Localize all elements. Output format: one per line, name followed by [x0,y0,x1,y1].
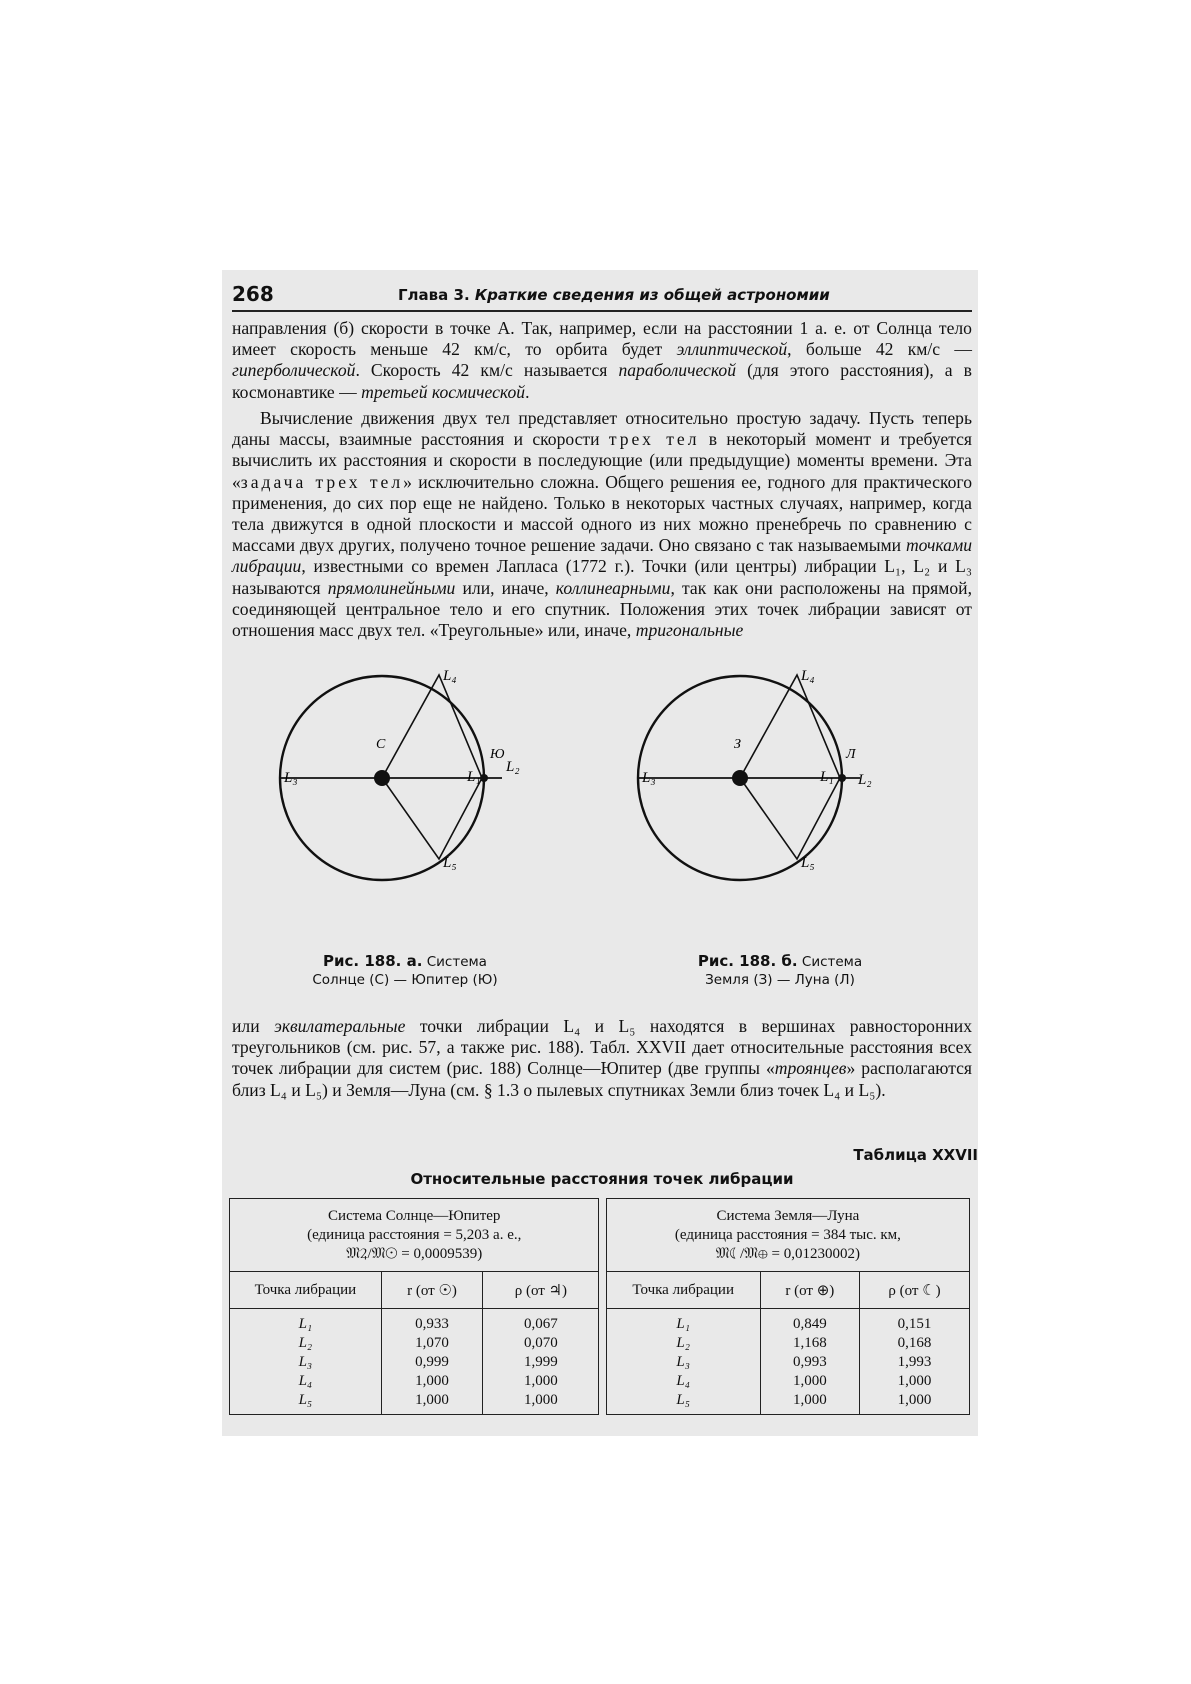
l2-label: L₂ [506,759,520,775]
text-run: (для этого расстояния), а в космонавтике — [232,360,972,402]
paragraph-text [232,408,972,641]
text-run: , [787,339,792,360]
value-cell: 1,000 [523,1373,558,1389]
emphasis: эквилатеральные [274,1016,406,1036]
text-run: от Солнца тело имеет скорость меньше 42 км/с, то орбита будет [232,318,972,360]
central-body [374,770,390,786]
emphasis: тригональные [635,620,744,641]
emphasis: прямолинейными [327,577,456,598]
caption-line-1: Система [801,954,863,970]
right-system-line: 𝔐☾/𝔐⊕ = 0,01230002) [715,1245,861,1262]
value-cell: 1,070 [415,1335,449,1351]
right-system-line: (единица расстояния = 384 тыс. км, [674,1226,901,1243]
paragraph-2 [232,408,972,641]
caption-188a [290,952,520,989]
planet-label: Ю [490,747,505,762]
text-run: . Скорость 42 км/с называется [355,360,619,381]
l1-label: L₁ [467,769,481,785]
text-run: , так как они расположены на прямой, соединяющей центральное тело и его спутник. Положения этих точек либрации зависят от отношения масс двух тел. «Треугольные» или, иначе, [232,577,972,641]
point-cell: L₂ [676,1335,690,1351]
l3-label: L₃ [284,770,298,786]
right-system-header [606,1199,969,1272]
value-cell: 1,000 [897,1373,932,1389]
value-cell: 0,168 [897,1335,932,1351]
points-column-right [606,1309,760,1415]
emphasis: параболической [618,360,737,381]
l4-label: L₄ [443,668,457,684]
l4-label: L₄ [801,668,815,684]
point-cell: L₅ [298,1392,313,1408]
table-label: Таблица XXVII [853,1146,978,1164]
point-cell: L₁ [298,1316,313,1332]
text-run: или [232,1016,275,1036]
figure-188a [262,658,524,898]
text-run: точки либрации L₄ и L₅ находятся в вершинах равносторонних треугольников (см. рис. 57, а также рис. 188). Табл. XXVII дает относительные расстояния всех точек либрации для систем (рис. 188) Солнце—Юпитер (две группы « [232,1016,972,1079]
value-cell: 0,070 [523,1335,558,1351]
em-r-column [760,1309,859,1415]
column-header: ρ (от ♃) [483,1272,599,1309]
paragraph-1 [232,318,972,403]
value-cell: 1,000 [792,1392,827,1408]
value-cell: 1,999 [523,1354,558,1370]
emphasis: третьей космической [361,381,526,402]
center-label: З [734,737,741,752]
column-header: r (от ⊕) [760,1272,859,1309]
caption-188b [660,952,900,989]
value-cell: 0,151 [897,1316,932,1332]
l2-label: L₂ [858,772,872,788]
caption-number: Рис. 188. а. [323,952,423,970]
left-system-line: Система Солнце—Юпитер [328,1207,501,1224]
l5-label: L₅ [801,855,815,871]
value-cell: 1,000 [897,1392,932,1408]
text-run: , известными со времен Лапласа (1772 г.). Точки (или центры) либрации L₁, L₂ и L₃ называются [232,556,972,598]
caption-line-2: Солнце (С) — Юпитер (Ю) [312,972,498,988]
value-cell: 0,849 [792,1316,827,1332]
running-header [232,282,972,312]
text-run: Вычисление движения двух тел представляет относительно простую задачу. Пусть теперь даны массы, взаимные расстояния и скорости [232,408,972,450]
left-system-header [230,1199,599,1272]
paragraph-text [232,318,972,403]
chapter-prefix: Глава 3. [398,286,470,304]
column-header: r (от ☉) [381,1272,483,1309]
value-cell: 1,000 [792,1373,827,1389]
emphasis: гиперболической [232,360,356,381]
value-cell: 1,993 [897,1354,932,1370]
emphasis: точками либрации [232,535,972,577]
right-system-line: Система Земля—Луна [716,1207,860,1224]
point-cell: L₁ [676,1316,690,1332]
spaced-emphasis: задача трех тел [240,471,404,492]
emphasis: троянцев [774,1058,847,1079]
value-cell: 0,999 [415,1354,449,1370]
value-cell: 0,993 [792,1354,827,1370]
spaced-emphasis: трех тел [608,429,700,450]
caption-line-1: Система [426,954,487,970]
point-cell: L₄ [298,1373,313,1389]
text-run: больше 42 км/с — [805,339,972,360]
satellite-body [838,774,846,782]
triangle-lines [740,675,840,859]
sj-rho-column [483,1309,599,1415]
text-run: или, иначе, [455,577,556,598]
column-header: ρ (от ☾) [860,1272,970,1309]
chapter-name: Краткие сведения из общей астрономии [474,286,830,304]
text-run: . [525,381,530,402]
figure-188b [620,658,882,898]
satellite-body [480,774,488,782]
emphasis: эллиптической [676,339,788,360]
left-system-line: 𝔐♃/𝔐☉ = 0,0009539) [346,1245,483,1262]
triangle-lines [382,675,482,859]
paragraph-3 [232,1016,972,1101]
point-cell: L₄ [676,1373,690,1389]
caption-line-2: Земля (З) — Луна (Л) [705,972,855,988]
points-column-left [230,1309,382,1415]
caption-number: Рис. 188. б. [697,952,798,970]
value-cell: 1,168 [792,1335,827,1351]
value-cell: 1,000 [415,1373,449,1389]
l1-label: L₁ [820,769,834,785]
text-run: » располагаются близ L₄ и L₅) и Земля—Луна (см. § 1.3 о пылевых спутниках Земли близ точек L₄ и L₅). [232,1058,973,1100]
l5-label: L₅ [443,855,457,871]
point-cell: L₃ [298,1354,313,1370]
central-body [732,770,748,786]
paragraph-text [232,1016,972,1101]
emphasis: коллинеарными [555,577,671,598]
column-header: Точка либрации [230,1272,382,1309]
text-run: в некоторый момент и требуется вычислить их расстояния и скорости в последующие (или предыдущие) моменты времени. Эта « [232,429,972,492]
em-rho-column [860,1309,970,1415]
libration-table [229,1198,970,1415]
column-header: Точка либрации [606,1272,760,1309]
planet-label: Л [846,747,856,762]
table-title: Относительные расстояния точек либрации [410,1170,794,1188]
point-cell: L₂ [298,1335,313,1351]
point-cell: L₅ [676,1392,690,1408]
value-cell: 0,933 [415,1316,449,1332]
value-cell: 0,067 [523,1316,558,1332]
l3-label: L₃ [642,770,656,786]
point-cell: L₃ [676,1354,690,1370]
value-cell: 1,000 [523,1392,558,1408]
sj-r-column [381,1309,483,1415]
value-cell: 1,000 [415,1392,449,1408]
table-gap [599,1199,606,1415]
text-run: направления (б) скорости в точке A. Так, например, если на расстоянии 1 а. е. [232,318,847,338]
center-label: С [376,737,386,752]
text-run: » исключительно сложна. Общего решения ее, годного для практического применения, до сих пор еще не найдено. Только в некоторых частных случаях, например, когда тела движутся в одной плоскости и массой одного из них можно пренебречь по сравнению с массами двух других, получено точное решение задачи. Оно связано с так называемыми [232,471,972,556]
page-number: 268 [232,282,274,306]
chapter-title [398,286,830,304]
left-system-line: (единица расстояния = 5,203 а. е., [307,1226,522,1243]
